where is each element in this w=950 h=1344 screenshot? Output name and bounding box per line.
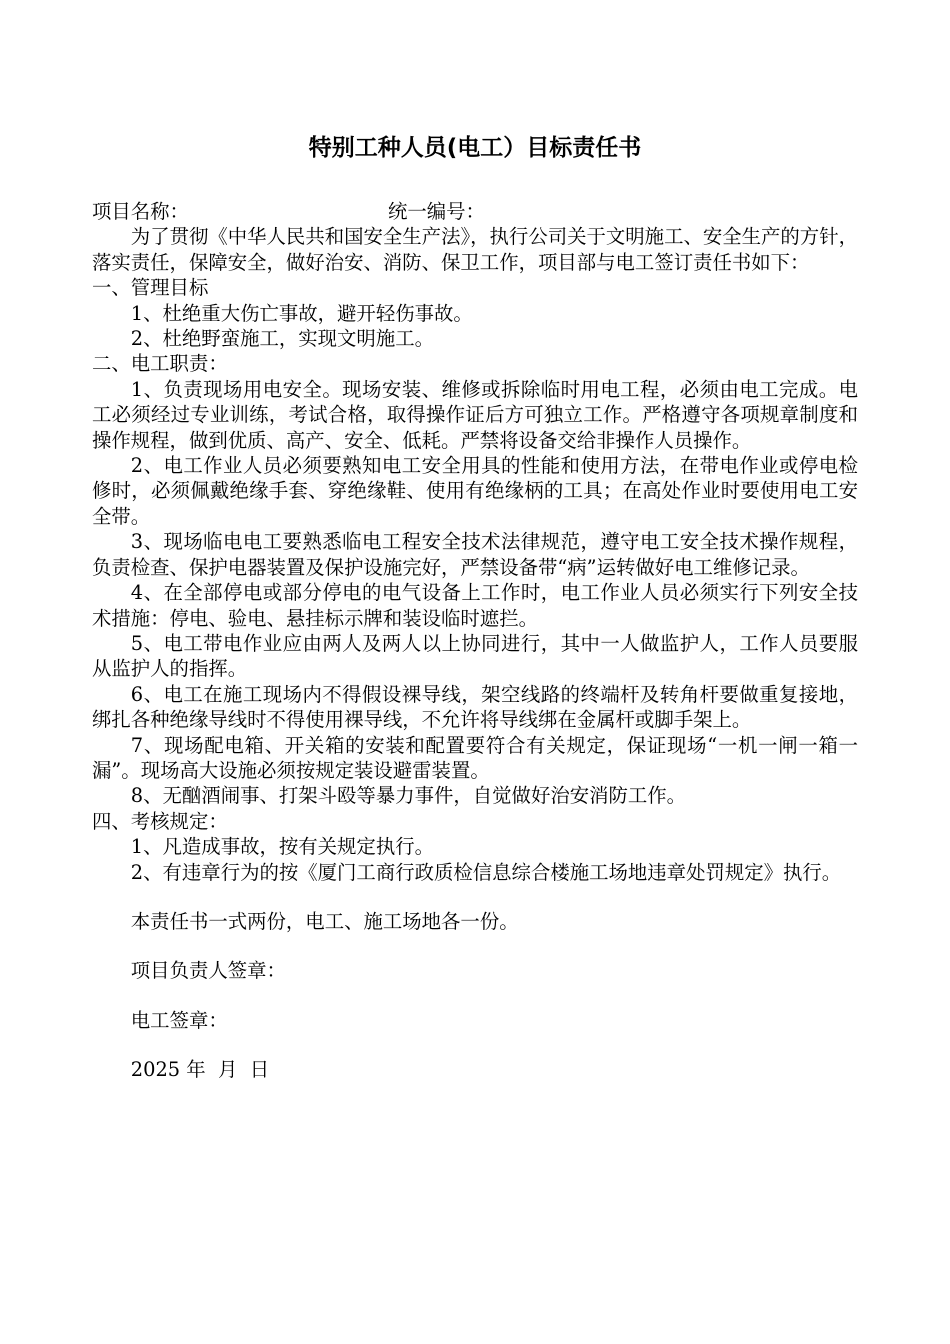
goal-item: 2、杜绝野蛮施工，实现文明施工。 [130, 327, 434, 351]
duty-item: 3、现场临电电工要熟悉临电工程安全技术法律规范，遵守电工安全技术操作规程，负责检查、保护电器装置及保护设施完好，严禁设备带“病”运转做好电工维修记录。 [92, 530, 858, 579]
date-line: 2025 年 月 日 [130, 1058, 270, 1082]
spacer [92, 885, 858, 909]
spacer [92, 984, 858, 1008]
section-heading-goals: 一、管理目标 [92, 276, 209, 300]
serial-number-label: 统一编号： [388, 200, 485, 223]
project-name-label: 项目名称： [92, 200, 189, 223]
intro-paragraph: 为了贯彻《中华人民共和国安全生产法》，执行公司关于文明施工、安全生产的方针，落实责任，保障安全，做好治安、消防、保卫工作，项目部与电工签订责任书如下： [92, 225, 858, 274]
duty-item: 4、在全部停电或部分停电的电气设备上工作时，电工作业人员必须实行下列安全技术措施：停电、验电、悬挂标示牌和装设临时遮拦。 [92, 581, 858, 630]
copies-note: 本责任书一式两份，电工、施工场地各一份。 [130, 909, 519, 933]
document-body [92, 199, 858, 1083]
spacer [92, 934, 858, 958]
section-heading-duties: 二、电工职责： [92, 352, 228, 376]
duty-item: 2、电工作业人员必须要熟知电工安全用具的性能和使用方法，在带电作业或停电检修时，必须佩戴绝缘手套、穿绝缘鞋、使用有绝缘柄的工具；在高处作业时要使用电工安全带。 [92, 454, 858, 528]
section-heading-assessment: 四、考核规定： [92, 809, 228, 833]
duty-item: 8、无酗酒闹事、打架斗殴等暴力事件，自觉做好治安消防工作。 [130, 784, 687, 808]
duty-item: 5、电工带电作业应由两人及两人以上协同进行，其中一人做监护人，工作人员要服从监护人的指挥。 [92, 631, 858, 681]
goal-item: 1、杜绝重大伤亡事故，避开轻伤事故。 [130, 301, 473, 325]
assessment-item: 2、有违章行为的按《厦门工商行政质检信息综合楼施工场地违章处罚规定》执行。 [130, 860, 842, 884]
assessment-item: 1、凡造成事故，按有关规定执行。 [130, 835, 434, 859]
project-lead-signature-label: 项目负责人签章： [130, 959, 286, 983]
duty-item: 7、现场配电箱、开关箱的安装和配置要符合有关规定，保证现场“一机一闸一箱一漏”。现场高大设施必须按规定装设避雷装置。 [92, 733, 858, 782]
meta-line [92, 199, 858, 224]
duty-item: 1、负责现场用电安全。现场安装、维修或拆除临时用电工程，必须由电工完成。电工必须经过专业训练，考试合格，取得操作证后方可独立工作。严格遵守各项规章制度和操作规程，做到优质、高产、安全、低耗。严禁将设备交给非操作人员操作。 [92, 377, 858, 452]
spacer [92, 1033, 858, 1057]
document-title: 特别工种人员(电工）目标责任书 [308, 135, 642, 161]
electrician-signature-label: 电工签章： [130, 1008, 228, 1032]
duty-item: 6、电工在施工现场内不得假设裸导线，架空线路的终端杆及转角杆要做重复接地，绑扎各种绝缘导线时不得使用裸导线，不允许将导线绑在金属杆或脚手架上。 [92, 682, 858, 732]
